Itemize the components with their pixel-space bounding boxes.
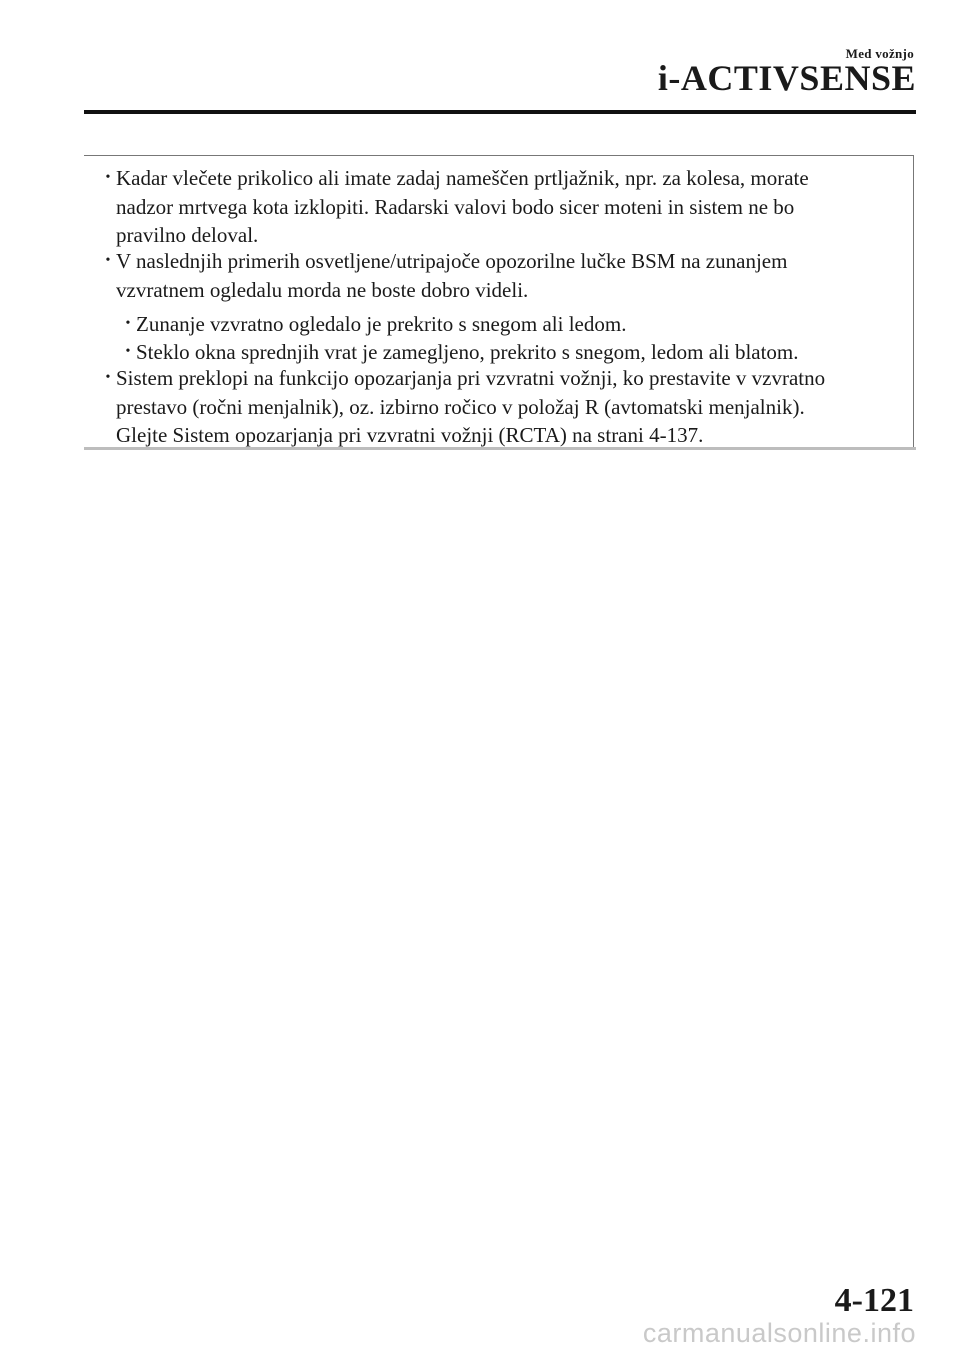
sub-item-text: Steklo okna sprednjih vrat je zamegljeno, prekrito s snegom, ledom ali blatom. <box>136 340 799 364</box>
note-item-trailer <box>100 164 890 250</box>
bullet-icon: • <box>125 344 131 359</box>
note-line: prestavo (ročni menjalnik), oz. izbirno ročico v položaj R (avtomatski menjalnik). <box>116 394 805 419</box>
note-item-rcta <box>100 364 890 450</box>
watermark: carmanualsonline.info <box>642 1318 916 1348</box>
note-line: Glejte Sistem opozarjanja pri vzvratni vožnji (RCTA) na strani 4-137. <box>116 423 704 447</box>
sub-item-mirror <box>120 310 880 339</box>
section-label: Med vožnjo <box>845 46 914 61</box>
note-box-shadow <box>84 447 916 450</box>
note-line: vzvratnem ogledalu morda ne boste dobro videli. <box>116 277 529 302</box>
note-item-bsm-lights <box>100 247 890 304</box>
header-divider <box>84 110 916 114</box>
bullet-icon: • <box>125 316 131 331</box>
sub-item-window <box>120 338 880 367</box>
note-line: pravilno deloval. <box>116 223 259 247</box>
note-box <box>84 155 914 448</box>
bullet-icon: • <box>105 253 111 268</box>
bullet-icon: • <box>105 170 111 185</box>
note-line: Kadar vlečete prikolico ali imate zadaj nameščen prtljažnik, npr. za kolesa, morate <box>116 166 809 190</box>
note-line: nadzor mrtvega kota izklopiti. Radarski valovi bodo sicer moteni in sistem ne bo <box>116 194 795 219</box>
sub-item-text: Zunanje vzvratno ogledalo je prekrito s snegom ali ledom. <box>136 312 627 336</box>
bullet-icon: • <box>105 370 111 385</box>
chapter-title: i-ACTIVSENSE <box>657 58 916 98</box>
note-line: Sistem preklopi na funkcijo opozarjanja pri vzvratni vožnji, ko prestavite v vzvratno <box>116 366 826 390</box>
page-number: 4-121 <box>834 1282 914 1319</box>
note-line: V naslednjih primerih osvetljene/utripajoče opozorilne lučke BSM na zunanjem <box>116 249 788 273</box>
